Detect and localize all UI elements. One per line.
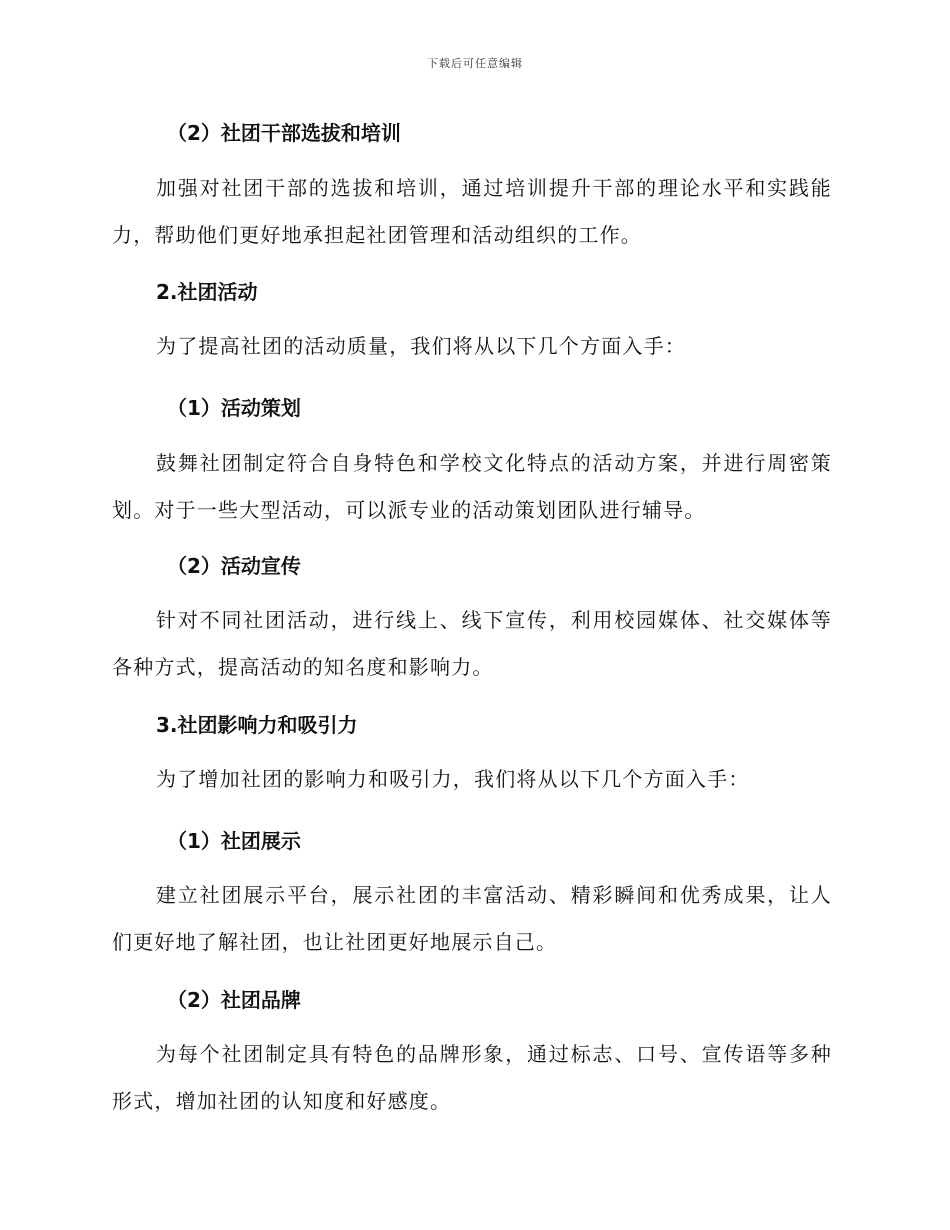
heading-club-influence: 3.社团影响力和吸引力 bbox=[156, 713, 358, 737]
subheading-activity-planning: （1）活动策划 bbox=[167, 396, 301, 420]
paragraph-club-brand: 为每个社团制定具有特色的品牌形象，通过标志、口号、宣传语等多种形式，增加社团的认知度和好感度。 bbox=[112, 1042, 832, 1113]
subheading-activity-promotion: （2）活动宣传 bbox=[167, 554, 301, 578]
paragraph-activity-promotion: 针对不同社团活动，进行线上、线下宣传，利用校园媒体、社交媒体等各种方式，提高活动的知名度和影响力。 bbox=[112, 608, 832, 679]
paragraph-activity-planning: 鼓舞社团制定符合自身特色和学校文化特点的活动方案，并进行周密策划。对于一些大型活动，可以派专业的活动策划团队进行辅导。 bbox=[112, 451, 832, 522]
heading-club-activities: 2.社团活动 bbox=[156, 280, 258, 304]
paragraph-activities-intro: 为了提高社团的活动质量，我们将从以下几个方面入手： bbox=[156, 334, 686, 358]
paragraph-influence-intro: 为了增加社团的影响力和吸引力，我们将从以下几个方面入手： bbox=[156, 767, 750, 791]
paragraph-cadre-training: 加强对社团干部的选拔和培训，通过培训提升干部的理论水平和实践能力，帮助他们更好地承担起社团管理和活动组织的工作。 bbox=[112, 176, 832, 247]
subheading-cadre-training: （2）社团干部选拔和培训 bbox=[167, 121, 401, 145]
page-header-note: 下载后可任意编辑 bbox=[427, 57, 523, 70]
subheading-club-showcase: （1）社团展示 bbox=[167, 829, 301, 853]
subheading-club-brand: （2）社团品牌 bbox=[167, 988, 301, 1012]
paragraph-club-showcase: 建立社团展示平台，展示社团的丰富活动、精彩瞬间和优秀成果，让人们更好地了解社团，也让社团更好地展示自己。 bbox=[112, 883, 832, 954]
